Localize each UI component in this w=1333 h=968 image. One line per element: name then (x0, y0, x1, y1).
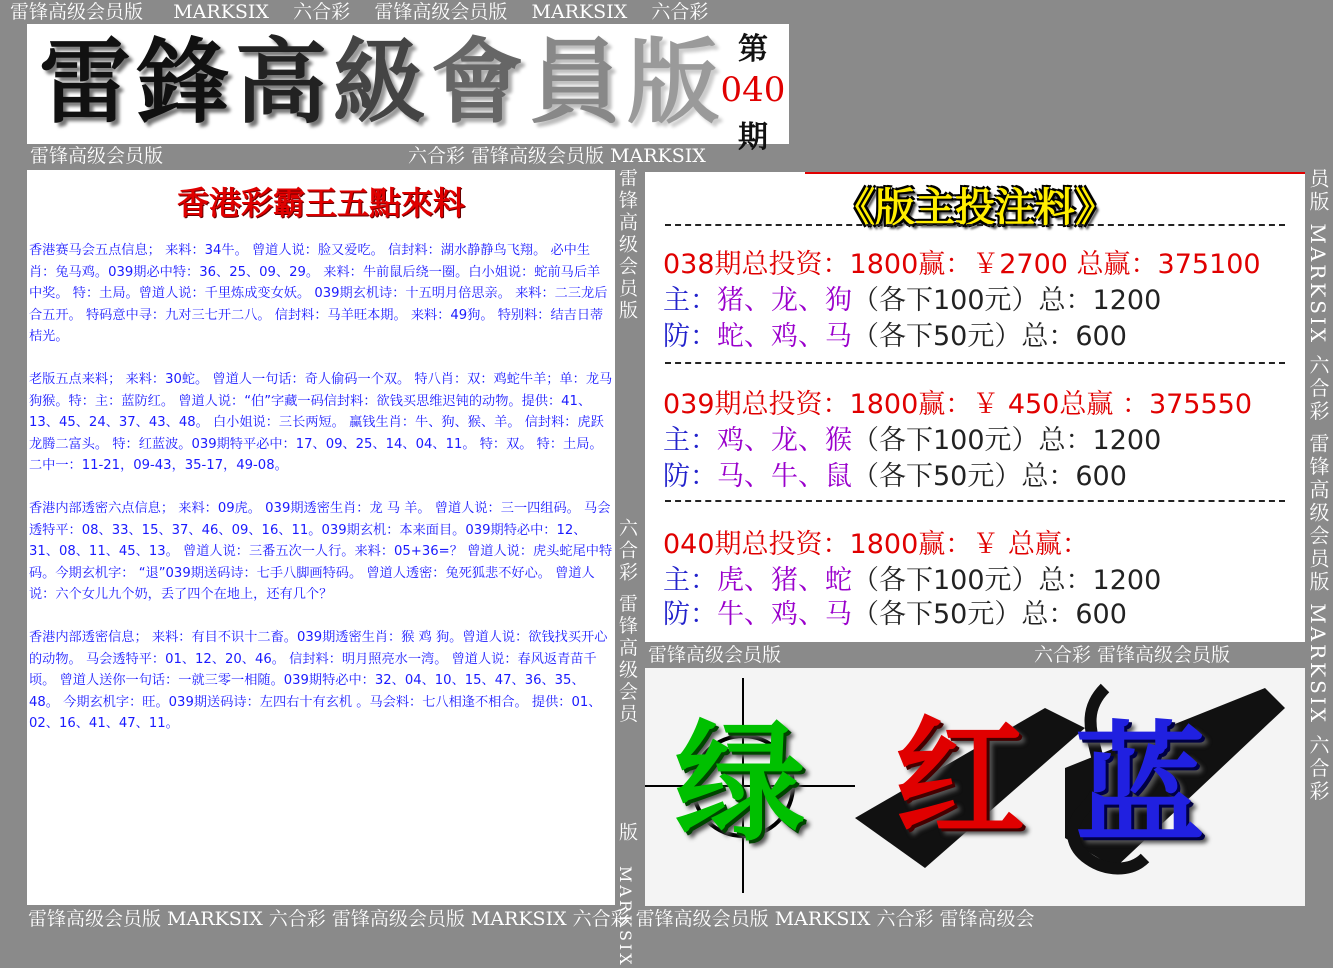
main-suffix: （各下100元）总：1200 (852, 565, 1162, 596)
guard-items: 蛇、鸡、马 (717, 321, 852, 352)
middle-strip-bottom: 版 (616, 822, 638, 844)
divider (665, 224, 1285, 226)
title-strip-right: 六合彩 雷锋高级会员版 MARKSIX (408, 145, 706, 167)
footer-strip: 雷锋高级会员版 MARKSIX 六合彩 雷锋高级会员版 MARKSIX 六合彩 雷锋高级会员版 MARKSIX 六合彩 雷锋高级会 (28, 908, 1035, 930)
left-panel-title: 香港彩霸王五點來料 (176, 184, 465, 222)
title-char: 會 (431, 29, 530, 136)
right-strip: 员版 MARKSIX 六合彩 雷锋高级会员版 MARKSIX 六合彩 (1306, 168, 1330, 804)
betting-panel-title: 《版主投注料》 (835, 184, 1115, 231)
guard-prefix: 防： (663, 321, 717, 352)
guard-prefix: 防： (663, 461, 717, 492)
title-char: 雷 (39, 29, 138, 136)
title-banner (27, 24, 789, 155)
title-char: 鋒 (137, 29, 236, 136)
bet-guard-040 (663, 592, 1127, 631)
bet-main-038 (663, 278, 1161, 317)
main-prefix: 主： (663, 285, 717, 316)
main-prefix: 主： (663, 565, 717, 596)
top-strip-2: MARKSIX (173, 1, 269, 23)
red-char: 红 (895, 702, 1026, 855)
guard-suffix: （各下50元）总：600 (852, 321, 1127, 352)
blue-char: 蓝 (1075, 708, 1206, 861)
main-items: 虎、猪、蛇 (717, 565, 852, 596)
title-char: 員 (529, 29, 628, 136)
main-items: 猪、龙、狗 (717, 285, 852, 316)
title-char: 版 (627, 29, 726, 136)
bet-header-040: 040期总投资：1800赢：￥ 总赢： (663, 529, 1089, 560)
bet-header-039: 039期总投资：1800赢：￥ 450总赢 ：375550 (663, 389, 1253, 420)
green-char: 绿 (675, 706, 806, 859)
guard-items: 马、牛、鼠 (717, 461, 852, 492)
right-mid-strip-left: 雷锋高级会员版 (648, 644, 782, 666)
color-panel (645, 668, 1305, 906)
guard-suffix: （各下50元）总：600 (852, 599, 1127, 630)
divider (665, 362, 1285, 364)
bet-header-038: 038期总投资：1800赢：￥2700 总赢：375100 (663, 249, 1261, 280)
betting-panel (645, 172, 1305, 642)
main-prefix: 主： (663, 425, 717, 456)
main-title (39, 18, 725, 148)
main-suffix: （各下100元）总：1200 (852, 285, 1162, 316)
top-strip-4: 雷锋高级会员版 (374, 1, 508, 23)
main-items: 鸡、龙、猴 (717, 425, 852, 456)
divider (665, 500, 1285, 502)
issue-badge (717, 24, 789, 155)
issue-prefix: 第 (738, 32, 768, 67)
guard-prefix: 防： (663, 599, 717, 630)
top-strip-5: MARKSIX (531, 1, 628, 23)
title-strip-left: 雷锋高级会员版 (30, 145, 164, 167)
bet-guard-039 (663, 454, 1127, 493)
top-strip-6: 六合彩 (651, 1, 709, 23)
top-strip-3: 六合彩 (293, 1, 351, 23)
bet-main-039 (663, 418, 1161, 457)
guard-suffix: （各下50元）总：600 (852, 461, 1127, 492)
main-suffix: （各下100元）总：1200 (852, 425, 1162, 456)
issue-suffix: 期 (738, 120, 768, 155)
title-rule (805, 172, 1305, 174)
info-paragraph: 香港赛马会五点信息； 来料：34牛。 曾道人说：脸又爱吃。 信封料：湖水静静鸟飞翔。 必中生肖：兔马鸡。039期必中特：36、25、09、29。 来料：牛前鼠后绕一圈。白小姐说：蛇前马后羊中奖。 特：土局。曾道人说：千里炼成变女妖。 039期玄机诗：十五明月倍思亲。 来料：二三龙后合五开。 特码意中寻：九对三七开二八。 信封料：马羊旺本期。 来料：49狗。 特别料：结吉日蒂桔光。 (29, 243, 608, 345)
info-paragraph: 香港内部透密信息； 来料：有目不识十二畜。039期透密生肖：猴 鸡 狗。曾道人说：欲钱找买开心的动物。 马会透特平：01、12、20、46。 信封料：明月照亮水一湾。 曾道人说：春风返青苗千顷。 曾道人送你一句话：一就三零一相随。039期特必中：32、04、10、15、47、36、35、48。 今期玄机字：旺。039期送码诗：左四右十有玄机 。马会料：七八相逢不相合。 提供：01、02、16、41、47、11。 (29, 629, 608, 732)
middle-strip-mid: 六合彩 雷锋高级会员 (616, 518, 638, 726)
title-char: 高 (235, 29, 334, 136)
middle-strip-last: MARKSIX (616, 866, 635, 968)
right-mid-strip-right: 六合彩 雷锋高级会员版 (1034, 644, 1231, 666)
top-strip-1: 雷锋高级会员版 (10, 1, 144, 23)
info-paragraph: 老版五点来料； 来料：30蛇。 曾道人一句话：奇人偷码一个双。 特八肖：双：鸡蛇牛羊；单：龙马狗猴。特：主：蓝防红。 曾道人说：“伯”字藏一码信封料：欲钱买思维迟钝的动物。提供：41、13、45、24、37、43、48。 白小姐说：三长两短。 赢钱生肖：牛、狗、猴、羊。 信封料：虎跃龙腾二富头。 特：红蓝波。039期特平必中：17、09、25、14、04、11。 特：双。 特：土局。 二中一：11-21，09-43，35-17，49-08。 (29, 371, 613, 474)
middle-strip-top: 雷锋高级会员版 (616, 168, 638, 322)
left-panel-body (29, 240, 613, 756)
guard-items: 牛、鸡、马 (717, 599, 852, 630)
info-paragraph: 香港内部透密六点信息； 来料：09虎。 039期透密生肖：龙 马 羊。 曾道人说：三一四组码。 马会透特平：08、33、15、37、46、09、16、11。039期玄机：本来面目。039期特必中：12、31、08、11、45、13。 曾道人说：三番五次一人行。来料：05+36=？ 曾道人说：虎头蛇尾中特码。今期玄机字： “退”039期送码诗：七手八脚画特码。 曾道人透密：兔死狐悲不好心。 曾道人说：六个女儿九个奶，丢了四个在地上，还有几个？ (29, 500, 613, 603)
title-char: 級 (333, 29, 432, 136)
issue-number: 040 (720, 70, 786, 110)
bet-guard-038 (663, 314, 1127, 353)
left-info-panel (27, 170, 615, 905)
